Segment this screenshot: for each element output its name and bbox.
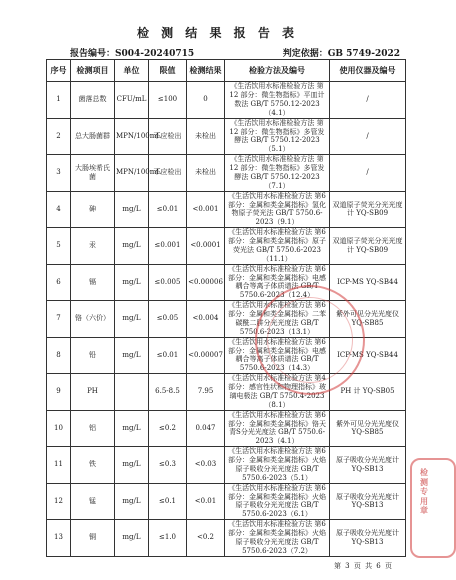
cell-item: 铅 <box>71 337 115 374</box>
cell-unit: mg/L <box>115 264 149 301</box>
cell-result: <0.03 <box>187 447 225 484</box>
cell-limit: ≤0.2 <box>149 410 187 447</box>
cell-method: 《生活饮用水标准检验方法 第 12 部分：微生物指标》平皿计数法 GB/T 5750.12-2023（4.1） <box>225 82 330 119</box>
header-unit: 单位 <box>115 60 149 82</box>
cell-method: 《生活饮用水标准检验方法 第6部分：金属和类金属指标》氢化物原子荧光法 GB/T 5750.6-2023（9.1） <box>225 191 330 228</box>
cell-item: 砷 <box>71 191 115 228</box>
table-row <box>47 118 406 155</box>
cell-method: 《生活饮用水标准检验方法 第6部分：金属和类金属指标》电感耦合等离子体质谱法 GB/T 5750.6-2023（12.4） <box>225 264 330 301</box>
table-row <box>47 374 406 411</box>
cell-result: <0.01 <box>187 483 225 520</box>
cell-result: <0.00007 <box>187 337 225 374</box>
page-footer: 第 3 页 共 6 页 <box>333 562 393 570</box>
table-row <box>47 155 406 192</box>
cell-method: 《生活饮用水标准检验方法 第6部分：金属和类金属指标》铬天青S分光光度法 GB/T 5750.6-2023（4.1） <box>225 410 330 447</box>
cell-instrument: / <box>330 155 406 192</box>
cell-result: <0.0001 <box>187 228 225 265</box>
cell-item: 铬（六价） <box>71 301 115 338</box>
cell-instrument: 原子吸收分光光度计 YQ-SB13 <box>330 483 406 520</box>
table-row <box>47 447 406 484</box>
cell-instrument: 双道原子荧光分光光度计 YQ-SB09 <box>330 191 406 228</box>
cell-result: <0.001 <box>187 191 225 228</box>
cell-item: 铜 <box>71 520 115 557</box>
cell-item: 大肠埃希氏菌 <box>71 155 115 192</box>
table-row <box>47 520 406 557</box>
cell-limit: ≤0.001 <box>149 228 187 265</box>
cell-instrument: ICP-MS YQ-SB44 <box>330 337 406 374</box>
table-body <box>47 82 406 557</box>
cell-result: 7.95 <box>187 374 225 411</box>
cell-unit: mg/L <box>115 447 149 484</box>
cell-no: 11 <box>47 447 71 484</box>
report-number: 报告编号：S004-20240715 <box>70 49 195 59</box>
table-row <box>47 483 406 520</box>
cell-method: 《生活饮用水标准检验方法 第6部分：金属和类金属指标》火焰原子吸收分光光度法 GB/T 5750.6-2023（6.1） <box>225 483 330 520</box>
cell-method: 《生活饮用水标准检验方法 第6部分：金属和类金属指标》电感耦合等离子体质谱法 GB/T 5750.6-2023（14.3） <box>225 337 330 374</box>
cell-limit: ≤0.1 <box>149 483 187 520</box>
cell-item: 菌落总数 <box>71 82 115 119</box>
cell-unit: mg/L <box>115 410 149 447</box>
report-title: 检 测 结 果 报 告 表 <box>136 26 299 40</box>
cell-no: 12 <box>47 483 71 520</box>
cell-instrument: 原子吸收分光光度计 YQ-SB13 <box>330 447 406 484</box>
cell-no: 10 <box>47 410 71 447</box>
cell-item: 铁 <box>71 447 115 484</box>
table-row <box>47 228 406 265</box>
cell-limit: ≤0.3 <box>149 447 187 484</box>
cell-instrument: 紫外可见分光光度仪 YQ-SB85 <box>330 410 406 447</box>
cell-instrument: / <box>330 118 406 155</box>
cell-unit: mg/L <box>115 191 149 228</box>
cell-limit: 6.5-8.5 <box>149 374 187 411</box>
cell-result: <0.004 <box>187 301 225 338</box>
cell-unit: mg/L <box>115 483 149 520</box>
cell-limit: ≤0.005 <box>149 264 187 301</box>
cell-unit: CFU/mL <box>115 82 149 119</box>
cell-unit: mg/L <box>115 520 149 557</box>
judgment-basis: 判定依据：GB 5749-2022 <box>282 49 400 59</box>
cell-instrument: 紫外可见分光光度仪 YQ-SB85 <box>330 301 406 338</box>
cell-method: 《生活饮用水标准检验方法 第 12 部分：微生物指标》多管发酵法 GB/T 5750.12-2023（5.1） <box>225 118 330 155</box>
cell-item: PH <box>71 374 115 411</box>
cell-limit: ≤0.05 <box>149 301 187 338</box>
header-result: 检测结果 <box>187 60 225 82</box>
table-row <box>47 82 406 119</box>
cell-no: 3 <box>47 155 71 192</box>
cell-unit: mg/L <box>115 337 149 374</box>
header-method: 检验方法及编号 <box>225 60 330 82</box>
cell-unit: MPN/100mL <box>115 155 149 192</box>
cell-instrument: PH 计 YQ-SB05 <box>330 374 406 411</box>
cell-no: 2 <box>47 118 71 155</box>
cell-method: 《生活饮用水标准检验方法 第6部分：金属和类金属指标》二苯碳酰二肼分光光度法 GB/T 5750.6-2023（13.1） <box>225 301 330 338</box>
cell-no: 1 <box>47 82 71 119</box>
cell-method: 《生活饮用水标准检验方法 第6部分：金属和类金属指标》火焰原子吸收分光光度法 GB/T 5750.6-2023（7.2） <box>225 520 330 557</box>
cell-limit: ≤0.01 <box>149 191 187 228</box>
cell-no: 4 <box>47 191 71 228</box>
cell-limit: 不应检出 <box>149 155 187 192</box>
cell-item: 总大肠菌群 <box>71 118 115 155</box>
report-meta <box>70 46 400 59</box>
cell-instrument: 原子吸收分光光度计 YQ-SB13 <box>330 520 406 557</box>
cell-instrument: ICP-MS YQ-SB44 <box>330 264 406 301</box>
cell-unit <box>115 374 149 411</box>
cell-unit: mg/L <box>115 228 149 265</box>
cell-unit: mg/L <box>115 301 149 338</box>
header-instrument: 使用仪器及编号 <box>330 60 406 82</box>
cell-unit: MPN/100mL <box>115 118 149 155</box>
cell-result: 0 <box>187 82 225 119</box>
cell-no: 7 <box>47 301 71 338</box>
cell-limit: ≤0.01 <box>149 337 187 374</box>
header-no: 序号 <box>47 60 71 82</box>
cell-no: 6 <box>47 264 71 301</box>
cell-method: 《生活饮用水标准检验方法 第 12 部分：微生物指标》多管发酵法 GB/T 5750.12-2023（7.1） <box>225 155 330 192</box>
header-item: 检测项目 <box>71 60 115 82</box>
table-row <box>47 191 406 228</box>
cell-no: 9 <box>47 374 71 411</box>
table-row <box>47 264 406 301</box>
cell-method: 《生活饮用水标准检验方法 第4部分：感官性状和物理指标》玻璃电极法 GB/T 5750.4-2023（8.1） <box>225 374 330 411</box>
cell-item: 汞 <box>71 228 115 265</box>
cell-instrument: 双道原子荧光分光光度计 YQ-SB09 <box>330 228 406 265</box>
cell-item: 铝 <box>71 410 115 447</box>
cell-no: 5 <box>47 228 71 265</box>
cell-limit: 不应检出 <box>149 118 187 155</box>
cell-no: 13 <box>47 520 71 557</box>
cell-instrument: / <box>330 82 406 119</box>
cell-no: 8 <box>47 337 71 374</box>
cell-limit: ≤100 <box>149 82 187 119</box>
table-row <box>47 337 406 374</box>
table-row <box>47 301 406 338</box>
cell-result: 未检出 <box>187 118 225 155</box>
table-header-row <box>47 60 406 82</box>
table-row <box>47 410 406 447</box>
cell-item: 镉 <box>71 264 115 301</box>
cell-item: 锰 <box>71 483 115 520</box>
results-table <box>46 59 406 557</box>
cell-method: 《生活饮用水标准检验方法 第6部分：金属和类金属指标》原子荧光法 GB/T 5750.6-2023（11.1） <box>225 228 330 265</box>
cell-result: 未检出 <box>187 155 225 192</box>
side-seal-text: 检测专用章 <box>420 467 428 516</box>
cell-method: 《生活饮用水标准检验方法 第6部分：金属和类金属指标》火焰原子吸收分光光度法 GB/T 5750.6-2023（5.1） <box>225 447 330 484</box>
cell-result: <0.00006 <box>187 264 225 301</box>
cell-limit: ≤1.0 <box>149 520 187 557</box>
header-limit: 限值 <box>149 60 187 82</box>
cell-result: 0.047 <box>187 410 225 447</box>
cell-result: <0.2 <box>187 520 225 557</box>
